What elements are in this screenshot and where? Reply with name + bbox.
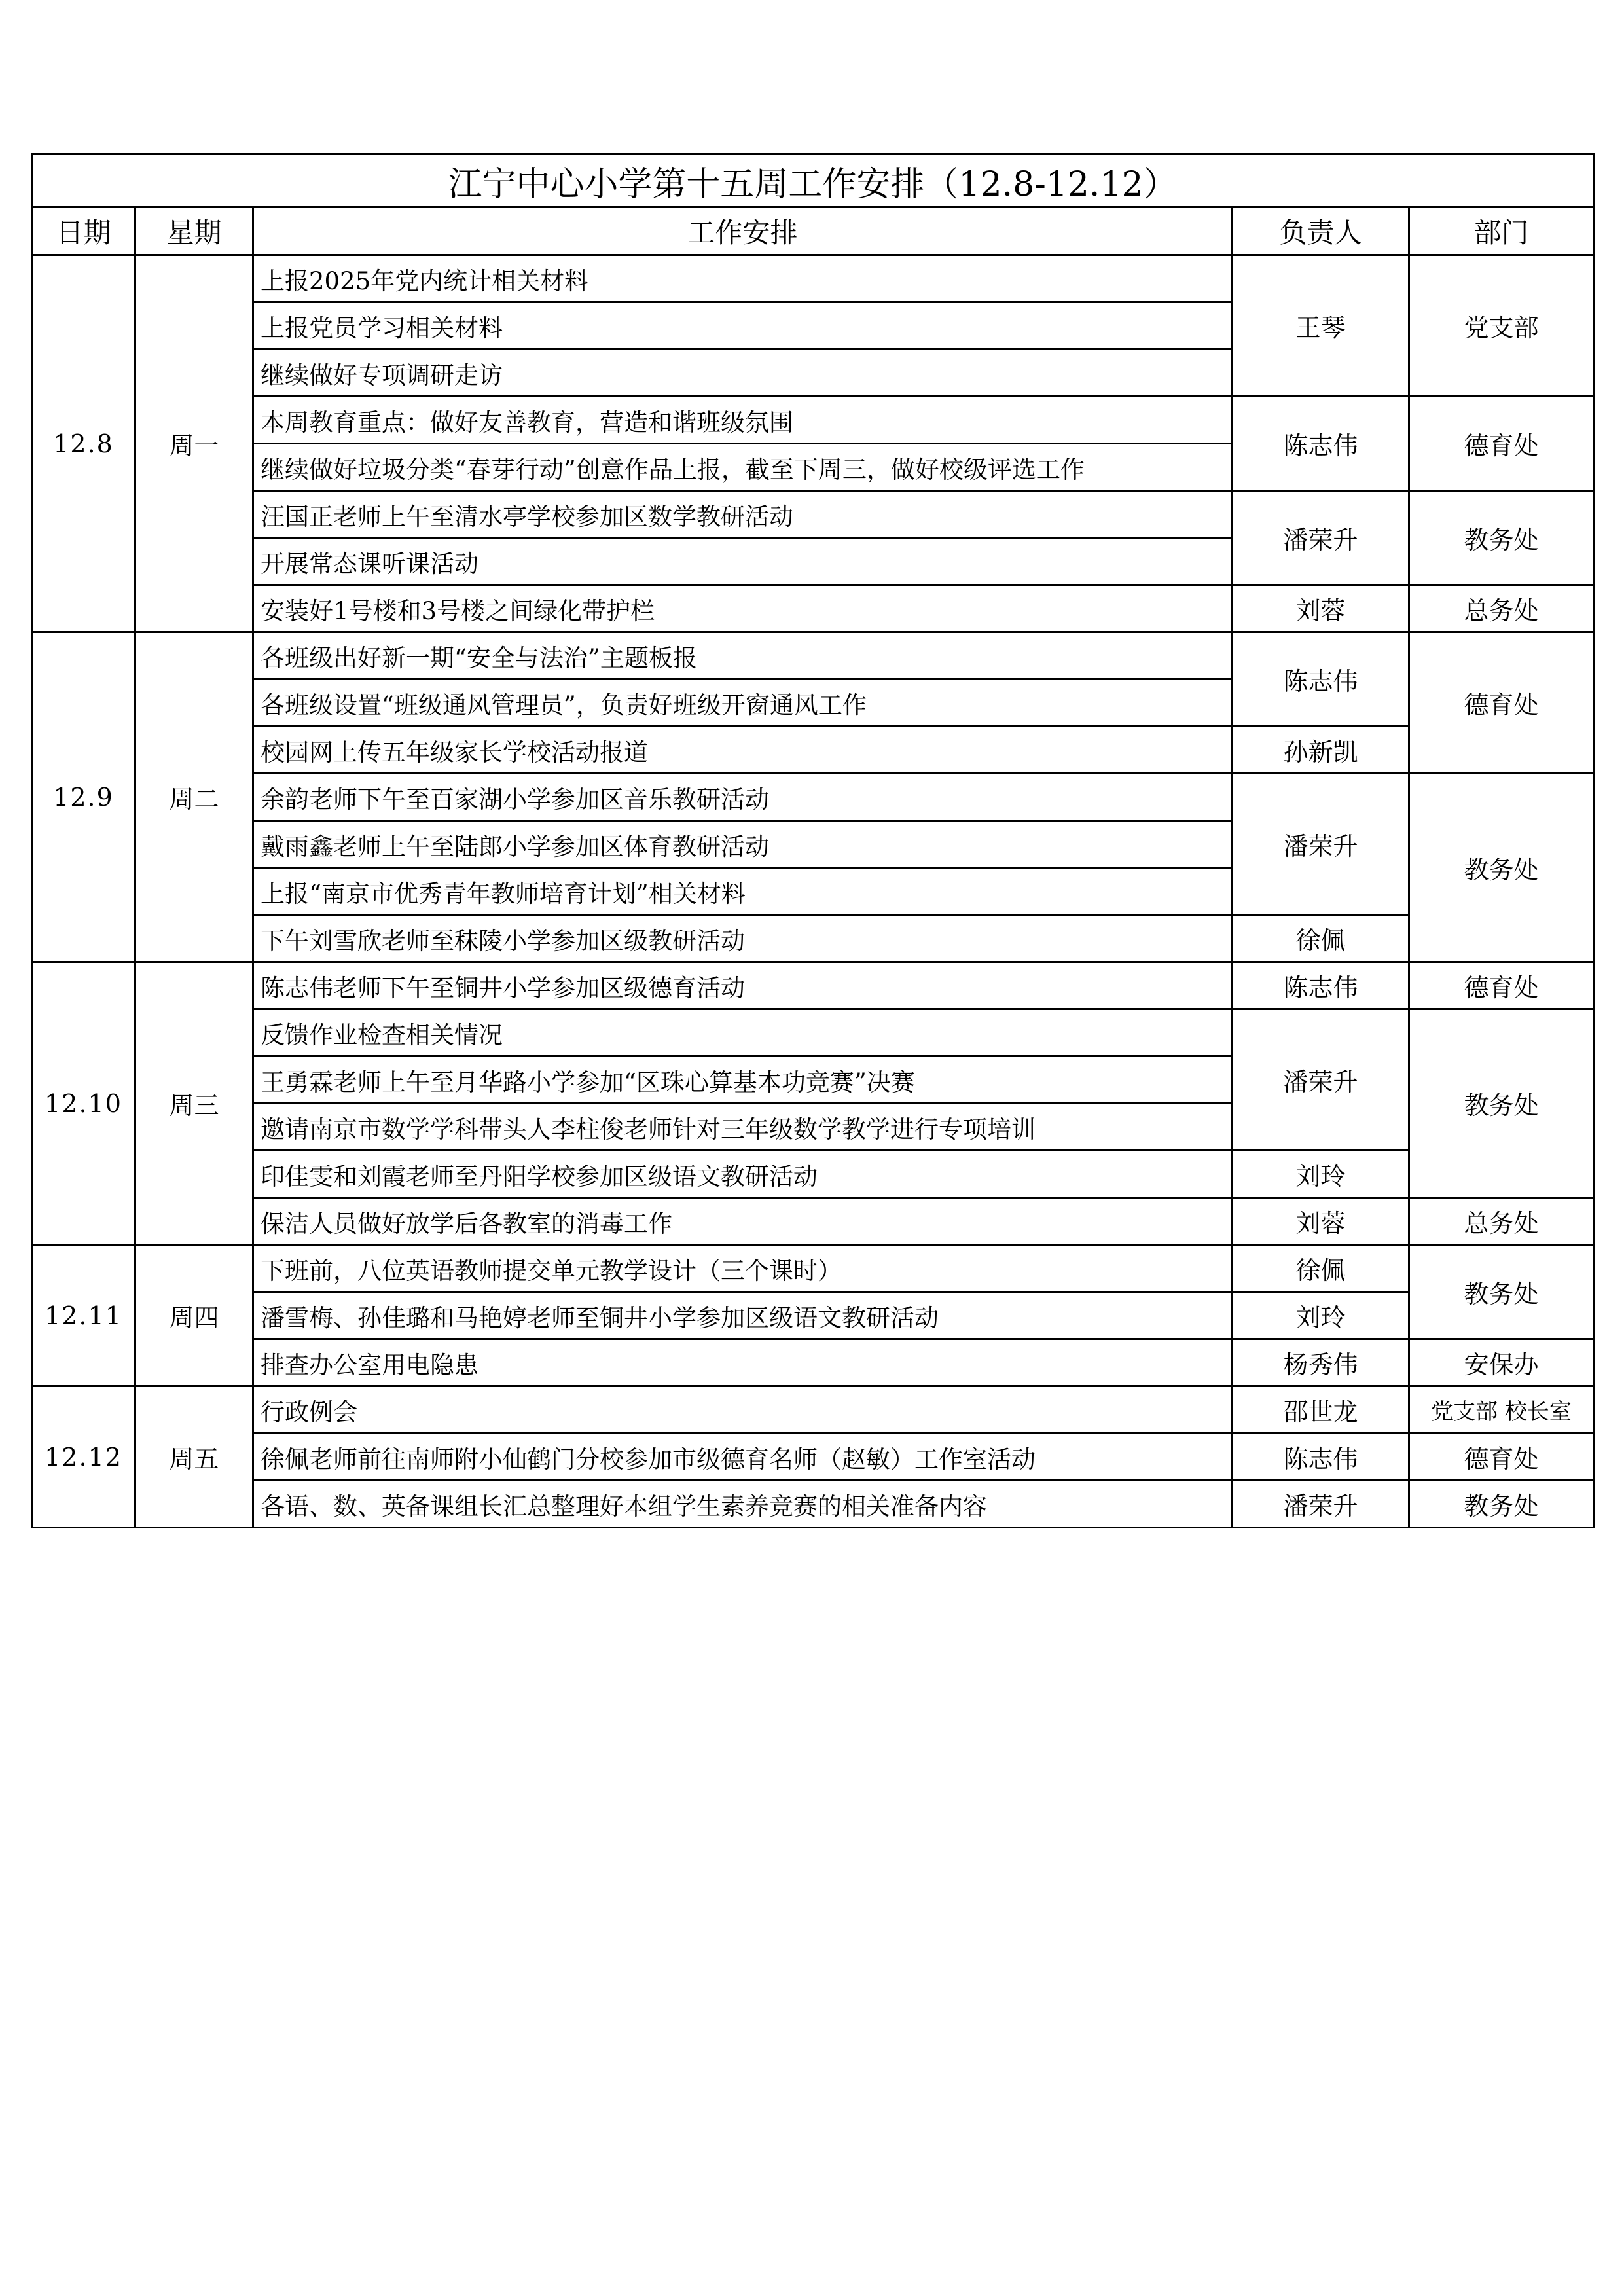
date-cell: 12.11 [32, 1245, 135, 1386]
owner-cell: 陈志伟 [1233, 397, 1409, 491]
header-date: 日期 [32, 208, 135, 255]
dept-cell: 党支部 [1409, 255, 1594, 397]
owner-cell: 王琴 [1233, 255, 1409, 397]
task-cell: 本周教育重点：做好友善教育，营造和谐班级氛围 [253, 397, 1233, 444]
table-row [32, 1292, 1594, 1339]
table-row [32, 1245, 1594, 1292]
dept-cell: 德育处 [1409, 632, 1594, 774]
task-cell: 徐佩老师前往南师附小仙鹤门分校参加市级德育名师（赵敏）工作室活动 [253, 1434, 1233, 1481]
task-cell: 邀请南京市数学学科带头人李柱俊老师针对三年级数学教学进行专项培训 [253, 1104, 1233, 1151]
task-cell: 上报“南京市优秀青年教师培育计划”相关材料 [253, 868, 1233, 915]
dept-cell: 安保办 [1409, 1339, 1594, 1386]
table-row [32, 774, 1594, 821]
owner-cell: 徐佩 [1233, 1245, 1409, 1292]
dept-cell: 教务处 [1409, 1481, 1594, 1528]
dept-cell: 教务处 [1409, 1245, 1594, 1339]
task-cell: 各语、数、英备课组长汇总整理好本组学生素养竞赛的相关准备内容 [253, 1481, 1233, 1528]
date-cell: 12.9 [32, 632, 135, 962]
date-cell: 12.10 [32, 962, 135, 1245]
task-cell: 印佳雯和刘霞老师至丹阳学校参加区级语文教研活动 [253, 1151, 1233, 1198]
owner-cell: 陈志伟 [1233, 962, 1409, 1009]
task-cell: 戴雨鑫老师上午至陆郎小学参加区体育教研活动 [253, 821, 1233, 868]
table-row [32, 1434, 1594, 1481]
task-cell: 排查办公室用电隐患 [253, 1339, 1233, 1386]
table-row [32, 632, 1594, 679]
header-row [32, 208, 1594, 255]
owner-cell: 刘蓉 [1233, 585, 1409, 632]
table-row [32, 1481, 1594, 1528]
owner-cell: 刘蓉 [1233, 1198, 1409, 1245]
dept-cell: 德育处 [1409, 962, 1594, 1009]
table-row [32, 1151, 1594, 1198]
task-cell: 陈志伟老师下午至铜井小学参加区级德育活动 [253, 962, 1233, 1009]
task-cell: 汪国正老师上午至清水亭学校参加区数学教研活动 [253, 491, 1233, 538]
weekday-cell: 周五 [135, 1386, 253, 1528]
task-cell: 潘雪梅、孙佳璐和马艳婷老师至铜井小学参加区级语文教研活动 [253, 1292, 1233, 1339]
weekday-cell: 周三 [135, 962, 253, 1245]
table-row [32, 727, 1594, 774]
task-cell: 各班级出好新一期“安全与法治”主题板报 [253, 632, 1233, 679]
dept-cell: 教务处 [1409, 1009, 1594, 1198]
date-cell: 12.8 [32, 255, 135, 632]
weekday-cell: 周二 [135, 632, 253, 962]
owner-cell: 潘荣升 [1233, 491, 1409, 585]
task-cell: 行政例会 [253, 1386, 1233, 1434]
owner-cell: 刘玲 [1233, 1292, 1409, 1339]
dept-cell: 教务处 [1409, 774, 1594, 962]
owner-cell: 陈志伟 [1233, 1434, 1409, 1481]
table-row [32, 1009, 1594, 1057]
table-row [32, 1339, 1594, 1386]
table-row [32, 962, 1594, 1009]
task-cell: 继续做好专项调研走访 [253, 350, 1233, 397]
table-row [32, 915, 1594, 962]
dept-cell: 教务处 [1409, 491, 1594, 585]
dept-cell: 党支部 校长室 [1409, 1386, 1594, 1434]
weekday-cell: 周四 [135, 1245, 253, 1386]
task-cell: 下午刘雪欣老师至秣陵小学参加区级教研活动 [253, 915, 1233, 962]
task-cell: 上报2025年党内统计相关材料 [253, 255, 1233, 302]
header-owner: 负责人 [1233, 208, 1409, 255]
date-cell: 12.12 [32, 1386, 135, 1528]
title-row [32, 154, 1594, 208]
owner-cell: 杨秀伟 [1233, 1339, 1409, 1386]
task-cell: 各班级设置“班级通风管理员”，负责好班级开窗通风工作 [253, 679, 1233, 727]
table-row [32, 491, 1594, 538]
task-cell: 开展常态课听课活动 [253, 538, 1233, 585]
header-tasks: 工作安排 [253, 208, 1233, 255]
owner-cell: 潘荣升 [1233, 774, 1409, 915]
task-cell: 继续做好垃圾分类“春芽行动”创意作品上报，截至下周三，做好校级评选工作 [253, 444, 1233, 491]
task-cell: 校园网上传五年级家长学校活动报道 [253, 727, 1233, 774]
task-cell: 王勇霖老师上午至月华路小学参加“区珠心算基本功竞赛”决赛 [253, 1057, 1233, 1104]
owner-cell: 潘荣升 [1233, 1481, 1409, 1528]
task-cell: 余韵老师下午至百家湖小学参加区音乐教研活动 [253, 774, 1233, 821]
task-cell: 反馈作业检查相关情况 [253, 1009, 1233, 1057]
table-row [32, 1198, 1594, 1245]
task-cell: 上报党员学习相关材料 [253, 302, 1233, 350]
owner-cell: 陈志伟 [1233, 632, 1409, 727]
owner-cell: 潘荣升 [1233, 1009, 1409, 1151]
table-row [32, 397, 1594, 444]
owner-cell: 刘玲 [1233, 1151, 1409, 1198]
task-cell: 下班前，八位英语教师提交单元教学设计（三个课时） [253, 1245, 1233, 1292]
table-row [32, 585, 1594, 632]
owner-cell: 邵世龙 [1233, 1386, 1409, 1434]
task-cell: 保洁人员做好放学后各教室的消毒工作 [253, 1198, 1233, 1245]
dept-cell: 总务处 [1409, 1198, 1594, 1245]
dept-cell: 德育处 [1409, 397, 1594, 491]
header-weekday: 星期 [135, 208, 253, 255]
owner-cell: 孙新凯 [1233, 727, 1409, 774]
dept-cell: 总务处 [1409, 585, 1594, 632]
table-row [32, 255, 1594, 302]
task-cell: 安装好1号楼和3号楼之间绿化带护栏 [253, 585, 1233, 632]
dept-cell: 德育处 [1409, 1434, 1594, 1481]
table-row [32, 1386, 1594, 1434]
page-title: 江宁中心小学第十五周工作安排（12.8-12.12） [32, 154, 1594, 208]
weekday-cell: 周一 [135, 255, 253, 632]
owner-cell: 徐佩 [1233, 915, 1409, 962]
header-dept: 部门 [1409, 208, 1594, 255]
schedule-table [31, 153, 1595, 1528]
